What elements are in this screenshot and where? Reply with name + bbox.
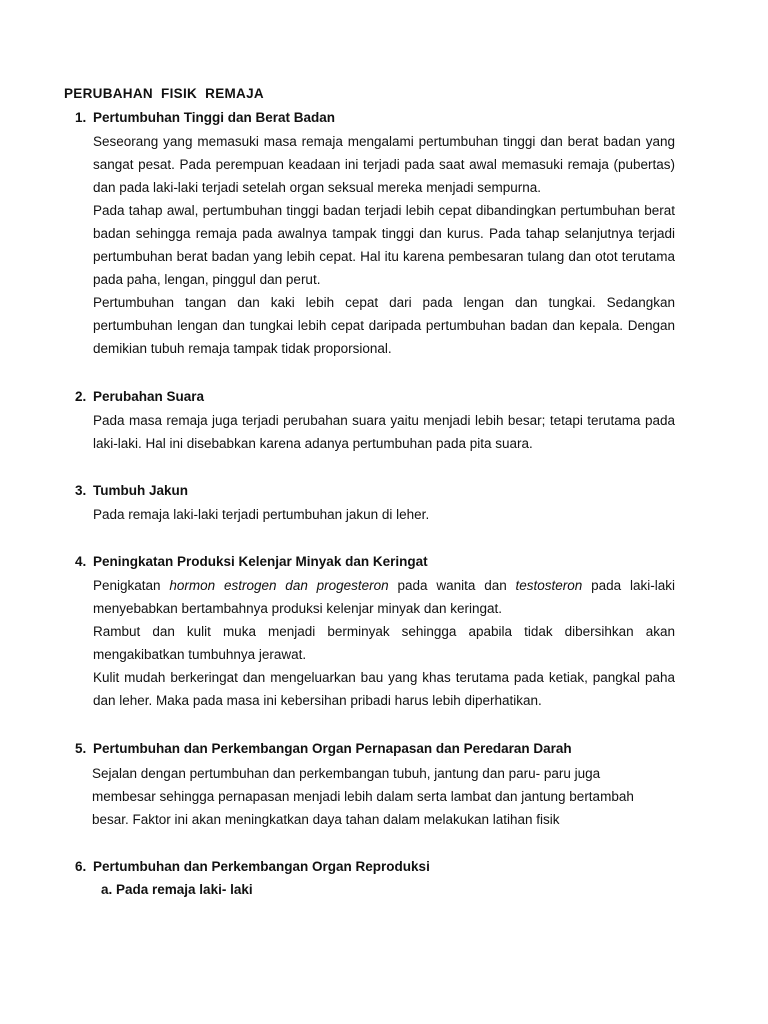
paragraph: Rambut dan kulit muka menjadi berminyak sehingga apabila tidak dibersihkan akan mengakibatkan tumbuhnya jerawat. xyxy=(93,624,675,662)
section-number: 5. xyxy=(75,741,87,756)
subsection-heading: a. Pada remaja laki- laki xyxy=(101,882,253,897)
italic-term: testosteron xyxy=(515,578,583,593)
section-title: Pertumbuhan dan Perkembangan Organ Pernapasan dan Peredaran Darah xyxy=(93,741,572,756)
section-2-body xyxy=(93,409,675,455)
section-4-heading xyxy=(75,554,428,569)
section-3-heading xyxy=(75,483,188,498)
section-number: 2. xyxy=(75,389,87,404)
section-5-body xyxy=(92,762,692,831)
text-run: pada laki-laki menyebabkan bertambahnya produksi kelenjar minyak dan keringat. xyxy=(93,578,675,616)
paragraph: Pada remaja laki-laki terjadi pertumbuhan jakun di leher. xyxy=(93,507,430,522)
section-5-heading xyxy=(75,741,572,756)
section-4-body xyxy=(93,574,675,712)
paragraph: Pada tahap awal, pertumbuhan tinggi badan terjadi lebih cepat dibandingkan pertumbuhan berat badan sehingga remaja pada awalnya tampak tinggi dan kurus. Pada tahap selanjutnya terjadi pertumbuhan berat badan yang lebih cepat. Hal itu karena pembesaran tulang dan otot terutama pada paha, lengan, pinggul dan perut. xyxy=(93,203,675,287)
paragraph: Pada masa remaja juga terjadi perubahan suara yaitu menjadi lebih besar; tetapi terutama pada laki-laki. Hal ini disebabkan karena adanya pertumbuhan pada pita suara. xyxy=(93,413,675,451)
section-number: 4. xyxy=(75,554,87,569)
text-line: membesar sehingga pernapasan menjadi lebih dalam serta lambat dan jantung bertambah xyxy=(92,789,634,804)
section-number: 3. xyxy=(75,483,87,498)
text-line: besar. Faktor ini akan meningkatkan daya tahan dalam melakukan latihan fisik xyxy=(92,812,560,827)
section-title: Perubahan Suara xyxy=(93,389,205,404)
document-title: PERUBAHAN FISIK REMAJA xyxy=(64,86,264,101)
paragraph xyxy=(93,574,675,620)
section-number: 1. xyxy=(75,110,87,125)
section-title: Pertumbuhan dan Perkembangan Organ Reproduksi xyxy=(93,859,430,874)
paragraph: Seseorang yang memasuki masa remaja mengalami pertumbuhan tinggi dan berat badan yang sangat pesat. Pada perempuan keadaan ini terjadi pada saat awal memasuki remaja (pubertas) dan pada laki-laki terjadi setelah organ seksual mereka menjadi sempurna. xyxy=(93,134,675,195)
section-number: 6. xyxy=(75,859,87,874)
section-1-heading xyxy=(75,110,335,125)
paragraph: Kulit mudah berkeringat dan mengeluarkan bau yang khas terutama pada ketiak, pangkal paha dan leher. Maka pada masa ini kebersihan pribadi harus lebih diperhatikan. xyxy=(93,670,675,708)
section-1-body xyxy=(93,130,675,360)
section-title: Tumbuh Jakun xyxy=(93,483,189,498)
section-title: Peningkatan Produksi Kelenjar Minyak dan Keringat xyxy=(93,554,428,569)
text-run: Penigkatan xyxy=(93,578,170,593)
italic-term: hormon estrogen dan progesteron xyxy=(169,578,389,593)
section-title: Pertumbuhan Tinggi dan Berat Badan xyxy=(93,110,336,125)
section-3-body xyxy=(93,503,675,526)
text-run: pada wanita dan xyxy=(388,578,516,593)
paragraph: Pertumbuhan tangan dan kaki lebih cepat dari pada lengan dan tungkai. Sedangkan pertumbuhan lengan dan tungkai lebih cepat daripada pertumbuhan badan dan kepala. Dengan demikian tubuh remaja tampak tidak proporsional. xyxy=(93,295,675,356)
text-line: Sejalan dengan pertumbuhan dan perkembangan tubuh, jantung dan paru- paru juga xyxy=(92,766,601,781)
section-6-heading xyxy=(75,859,430,874)
section-2-heading xyxy=(75,389,204,404)
